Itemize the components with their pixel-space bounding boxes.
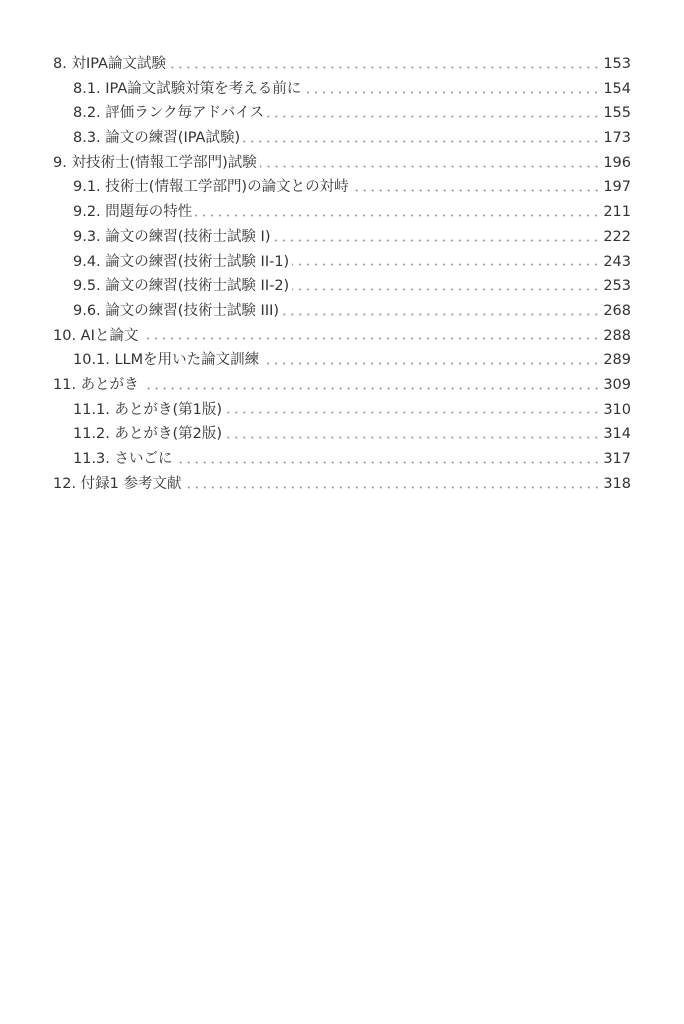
toc-entry[interactable] bbox=[53, 77, 631, 102]
dot-leader bbox=[176, 461, 601, 464]
toc-entry-title: 論文の練習(技術士試験 II-2) bbox=[105, 278, 290, 295]
toc-entry-heading bbox=[73, 101, 264, 126]
toc-entry-page-number: 155 bbox=[603, 105, 631, 122]
toc-entry-number: 9.4. bbox=[73, 253, 101, 270]
toc-entry-title: 評価ランク毎アドバイス bbox=[105, 105, 265, 122]
toc-entry-title: 対技術士(情報工学部門)試験 bbox=[71, 154, 257, 171]
dot-leader bbox=[195, 214, 600, 217]
dot-leader bbox=[267, 115, 600, 118]
toc-entry-heading bbox=[53, 151, 257, 176]
toc-entry-number: 11.2. bbox=[73, 426, 110, 443]
dot-leader bbox=[169, 66, 600, 69]
dot-leader bbox=[304, 91, 600, 94]
toc-entry-title: あとがき(第2版) bbox=[114, 426, 223, 443]
toc-entry-number: 12. bbox=[53, 475, 77, 492]
toc-entry[interactable] bbox=[53, 175, 631, 200]
toc-entry-heading bbox=[53, 373, 139, 398]
toc-entry-page-number: 196 bbox=[603, 154, 631, 171]
toc-entry-heading bbox=[73, 348, 259, 373]
toc-entry-number: 11. bbox=[53, 376, 77, 393]
toc-entry-page-number: 317 bbox=[603, 451, 631, 467]
dot-leader bbox=[185, 486, 601, 489]
dot-leader bbox=[282, 313, 600, 316]
toc-entry-title: 技術士(情報工学部門)の論文との対峙 bbox=[105, 179, 349, 196]
toc-entry-number: 9.2. bbox=[73, 204, 101, 221]
toc-entry-number: 8.2. bbox=[73, 105, 101, 122]
toc-entry[interactable] bbox=[53, 447, 631, 472]
toc-entry[interactable] bbox=[53, 373, 631, 398]
toc-entry-number: 9. bbox=[53, 154, 67, 171]
toc-entry[interactable] bbox=[53, 101, 631, 126]
toc-entry-number: 10.1. bbox=[73, 352, 110, 369]
toc-entry-page-number: 318 bbox=[603, 475, 631, 492]
toc-entry-page-number: 222 bbox=[603, 228, 631, 245]
dot-leader bbox=[352, 189, 601, 192]
dot-leader bbox=[273, 239, 600, 242]
dot-leader bbox=[225, 411, 600, 414]
toc-entry-page-number: 310 bbox=[603, 401, 631, 418]
dot-leader bbox=[260, 165, 601, 168]
dot-leader bbox=[225, 436, 600, 439]
toc-entry-page-number: 289 bbox=[603, 352, 631, 369]
toc-entry[interactable] bbox=[53, 52, 631, 77]
toc-entry-title: 論文の練習(技術士試験 III) bbox=[105, 302, 280, 319]
toc-entry-number: 8.3. bbox=[73, 130, 101, 147]
toc-entry-heading bbox=[73, 398, 222, 423]
toc-entry-heading bbox=[73, 77, 301, 102]
toc-entry-page-number: 153 bbox=[603, 56, 631, 72]
toc-entry-number: 8.1. bbox=[73, 80, 101, 97]
toc-entry[interactable] bbox=[53, 398, 631, 423]
dot-leader bbox=[243, 140, 600, 143]
toc-entry-heading bbox=[53, 472, 182, 497]
toc-entry-heading bbox=[73, 200, 192, 225]
toc-entry-page-number: 211 bbox=[603, 204, 631, 221]
toc-entry-title: さいごに bbox=[114, 451, 173, 467]
toc-entry-title: 付録1 参考文献 bbox=[80, 475, 182, 492]
toc-entry-title: あとがき(第1版) bbox=[114, 401, 223, 418]
toc-entry-number: 10. bbox=[53, 327, 77, 344]
toc-entry[interactable] bbox=[53, 348, 631, 373]
toc-entry[interactable] bbox=[53, 225, 631, 250]
toc-entry-heading bbox=[73, 274, 289, 299]
toc-entry-heading bbox=[73, 447, 173, 472]
toc-entry-page-number: 268 bbox=[603, 302, 631, 319]
toc-entry-title: IPA論文試験対策を考える前に bbox=[105, 80, 302, 97]
toc-entry[interactable] bbox=[53, 250, 631, 275]
toc-entry-heading bbox=[73, 299, 279, 324]
toc-entry-number: 9.3. bbox=[73, 228, 101, 245]
toc-entry-heading bbox=[73, 225, 270, 250]
toc-entry-title: LLMを用いた論文訓練 bbox=[114, 352, 260, 369]
toc-entry-title: AIと論文 bbox=[80, 327, 139, 344]
toc-entry-page-number: 314 bbox=[603, 426, 631, 443]
toc-entry-heading bbox=[73, 126, 240, 151]
toc-entry-number: 9.1. bbox=[73, 179, 101, 196]
toc-entry-number: 8. bbox=[53, 56, 67, 72]
toc-entry-page-number: 173 bbox=[603, 130, 631, 147]
dot-leader bbox=[262, 362, 600, 365]
toc-entry-heading bbox=[73, 250, 289, 275]
toc-entry-page-number: 309 bbox=[603, 376, 631, 393]
toc-entry[interactable] bbox=[53, 200, 631, 225]
toc-entry[interactable] bbox=[53, 151, 631, 176]
toc-entry-number: 9.5. bbox=[73, 278, 101, 295]
toc-entry-title: 対IPA論文試験 bbox=[71, 56, 166, 72]
toc-entry-heading bbox=[73, 175, 349, 200]
toc-entry-page-number: 253 bbox=[603, 278, 631, 295]
toc-entry-heading bbox=[73, 422, 222, 447]
toc-entry[interactable] bbox=[53, 324, 631, 349]
toc-entry-heading bbox=[53, 52, 166, 77]
dot-leader bbox=[141, 337, 600, 340]
dot-leader bbox=[292, 263, 600, 266]
toc-entry[interactable] bbox=[53, 299, 631, 324]
toc-entry-page-number: 197 bbox=[603, 179, 631, 196]
toc-entry-page-number: 288 bbox=[603, 327, 631, 344]
toc-entry-number: 11.1. bbox=[73, 401, 110, 418]
toc-entry-heading bbox=[53, 324, 138, 349]
toc-entry-title: 論文の練習(技術士試験 I) bbox=[105, 228, 271, 245]
dot-leader bbox=[292, 288, 600, 291]
toc-entry[interactable] bbox=[53, 126, 631, 151]
toc-entry[interactable] bbox=[53, 274, 631, 299]
toc-entry-number: 11.3. bbox=[73, 451, 110, 467]
toc-entry[interactable] bbox=[53, 422, 631, 447]
toc-entry-title: 論文の練習(IPA試験) bbox=[105, 130, 241, 147]
toc-entry-number: 9.6. bbox=[73, 302, 101, 319]
toc-entry-title: 問題毎の特性 bbox=[105, 204, 193, 221]
table-of-contents bbox=[53, 52, 631, 496]
toc-entry[interactable] bbox=[53, 472, 631, 497]
toc-entry-page-number: 154 bbox=[603, 80, 631, 97]
toc-entry-title: 論文の練習(技術士試験 II-1) bbox=[105, 253, 290, 270]
toc-entry-page-number: 243 bbox=[603, 253, 631, 270]
dot-leader bbox=[142, 387, 601, 390]
toc-entry-title: あとがき bbox=[80, 376, 139, 393]
